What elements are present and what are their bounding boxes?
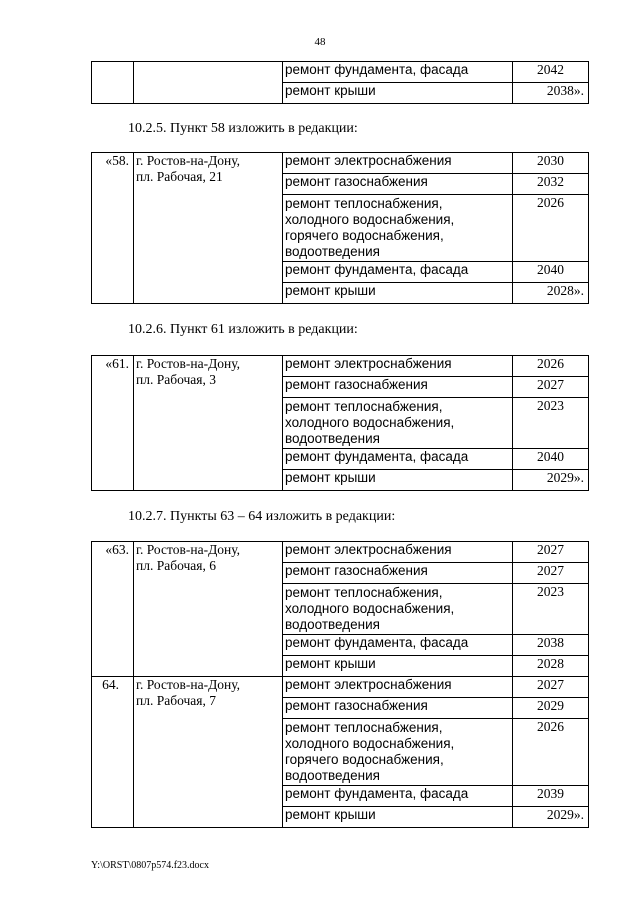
address-line: г. Ростов-на-Дону,	[136, 677, 241, 692]
year-cell: 2042	[513, 62, 589, 83]
item-number: «63.	[92, 542, 134, 677]
work-cell: ремонт крыши	[283, 283, 513, 304]
item-number-cell	[92, 62, 134, 104]
work-cell: ремонт электроснабжения	[283, 153, 513, 174]
address-cell	[134, 677, 283, 828]
work-line: холодного водоснабжения,	[285, 601, 455, 616]
work-cell: ремонт фундамента, фасада	[283, 62, 513, 83]
footer-file-path: Y:\ORST\0807p574.f23.docx	[91, 860, 209, 871]
work-line: водоотведения	[285, 431, 380, 446]
work-cell: ремонт газоснабжения	[283, 563, 513, 584]
year-cell: 2027	[513, 542, 589, 563]
year-cell: 2032	[513, 174, 589, 195]
work-line: холодного водоснабжения,	[285, 212, 455, 227]
section-heading-10-2-5: 10.2.5. Пункт 58 изложить в редакции:	[128, 121, 358, 136]
address-line: пл. Рабочая, 21	[136, 169, 223, 184]
work-cell: ремонт газоснабжения	[283, 174, 513, 195]
year-cell: 2040	[513, 449, 589, 470]
work-line: ремонт теплоснабжения,	[285, 399, 443, 414]
year-cell: 2026	[513, 719, 589, 786]
table-item-61	[91, 355, 589, 491]
work-cell	[283, 195, 513, 262]
item-number: «58.	[92, 153, 134, 304]
year-cell: 2030	[513, 153, 589, 174]
address-line: пл. Рабочая, 3	[136, 372, 216, 387]
table-row	[92, 542, 589, 563]
section-heading-10-2-7: 10.2.7. Пункты 63 – 64 изложить в редакции:	[128, 509, 396, 524]
work-cell: ремонт фундамента, фасада	[283, 449, 513, 470]
work-line: холодного водоснабжения,	[285, 415, 455, 430]
work-cell: ремонт фундамента, фасада	[283, 786, 513, 807]
address-cell	[134, 356, 283, 491]
table-row	[92, 677, 589, 698]
work-cell	[283, 584, 513, 635]
year-cell: 2039	[513, 786, 589, 807]
work-cell: ремонт электроснабжения	[283, 356, 513, 377]
work-line: водоотведения	[285, 768, 380, 783]
work-cell	[283, 398, 513, 449]
address-cell	[134, 62, 283, 104]
work-cell: ремонт электроснабжения	[283, 542, 513, 563]
year-cell: 2027	[513, 563, 589, 584]
work-cell: ремонт фундамента, фасада	[283, 262, 513, 283]
address-cell	[134, 153, 283, 304]
address-line: пл. Рабочая, 7	[136, 693, 216, 708]
year-cell: 2038».	[513, 83, 589, 104]
work-cell: ремонт крыши	[283, 470, 513, 491]
work-line: водоотведения	[285, 617, 380, 632]
work-line: горячего водоснабжения,	[285, 752, 444, 767]
table-continuation	[91, 61, 589, 104]
year-cell: 2026	[513, 356, 589, 377]
work-cell: ремонт газоснабжения	[283, 698, 513, 719]
work-cell: ремонт крыши	[283, 83, 513, 104]
year-cell: 2038	[513, 635, 589, 656]
table-row	[92, 62, 589, 83]
work-cell: ремонт крыши	[283, 656, 513, 677]
year-cell: 2029».	[513, 807, 589, 828]
year-cell: 2027	[513, 677, 589, 698]
address-cell	[134, 542, 283, 677]
table-items-63-64	[91, 541, 589, 828]
work-line: водоотведения	[285, 244, 380, 259]
work-line: ремонт теплоснабжения,	[285, 196, 443, 211]
work-cell: ремонт крыши	[283, 807, 513, 828]
work-cell	[283, 719, 513, 786]
section-heading-10-2-6: 10.2.6. Пункт 61 изложить в редакции:	[128, 322, 358, 337]
year-cell: 2023	[513, 398, 589, 449]
year-cell: 2027	[513, 377, 589, 398]
year-cell: 2028».	[513, 283, 589, 304]
work-cell: ремонт электроснабжения	[283, 677, 513, 698]
address-line: г. Ростов-на-Дону,	[136, 153, 241, 168]
year-cell: 2026	[513, 195, 589, 262]
year-cell: 2029	[513, 698, 589, 719]
year-cell: 2028	[513, 656, 589, 677]
address-line: г. Ростов-на-Дону,	[136, 356, 241, 371]
table-row	[92, 153, 589, 174]
year-cell: 2029».	[513, 470, 589, 491]
address-line: пл. Рабочая, 6	[136, 558, 216, 573]
work-cell: ремонт фундамента, фасада	[283, 635, 513, 656]
table-row	[92, 356, 589, 377]
address-line: г. Ростов-на-Дону,	[136, 542, 241, 557]
year-cell: 2040	[513, 262, 589, 283]
item-number: 64.	[92, 677, 134, 828]
work-cell: ремонт газоснабжения	[283, 377, 513, 398]
work-line: холодного водоснабжения,	[285, 736, 455, 751]
work-line: горячего водоснабжения,	[285, 228, 444, 243]
item-number: «61.	[92, 356, 134, 491]
work-line: ремонт теплоснабжения,	[285, 720, 443, 735]
table-item-58	[91, 152, 589, 304]
year-cell: 2023	[513, 584, 589, 635]
page-number: 48	[314, 36, 326, 48]
work-line: ремонт теплоснабжения,	[285, 585, 443, 600]
